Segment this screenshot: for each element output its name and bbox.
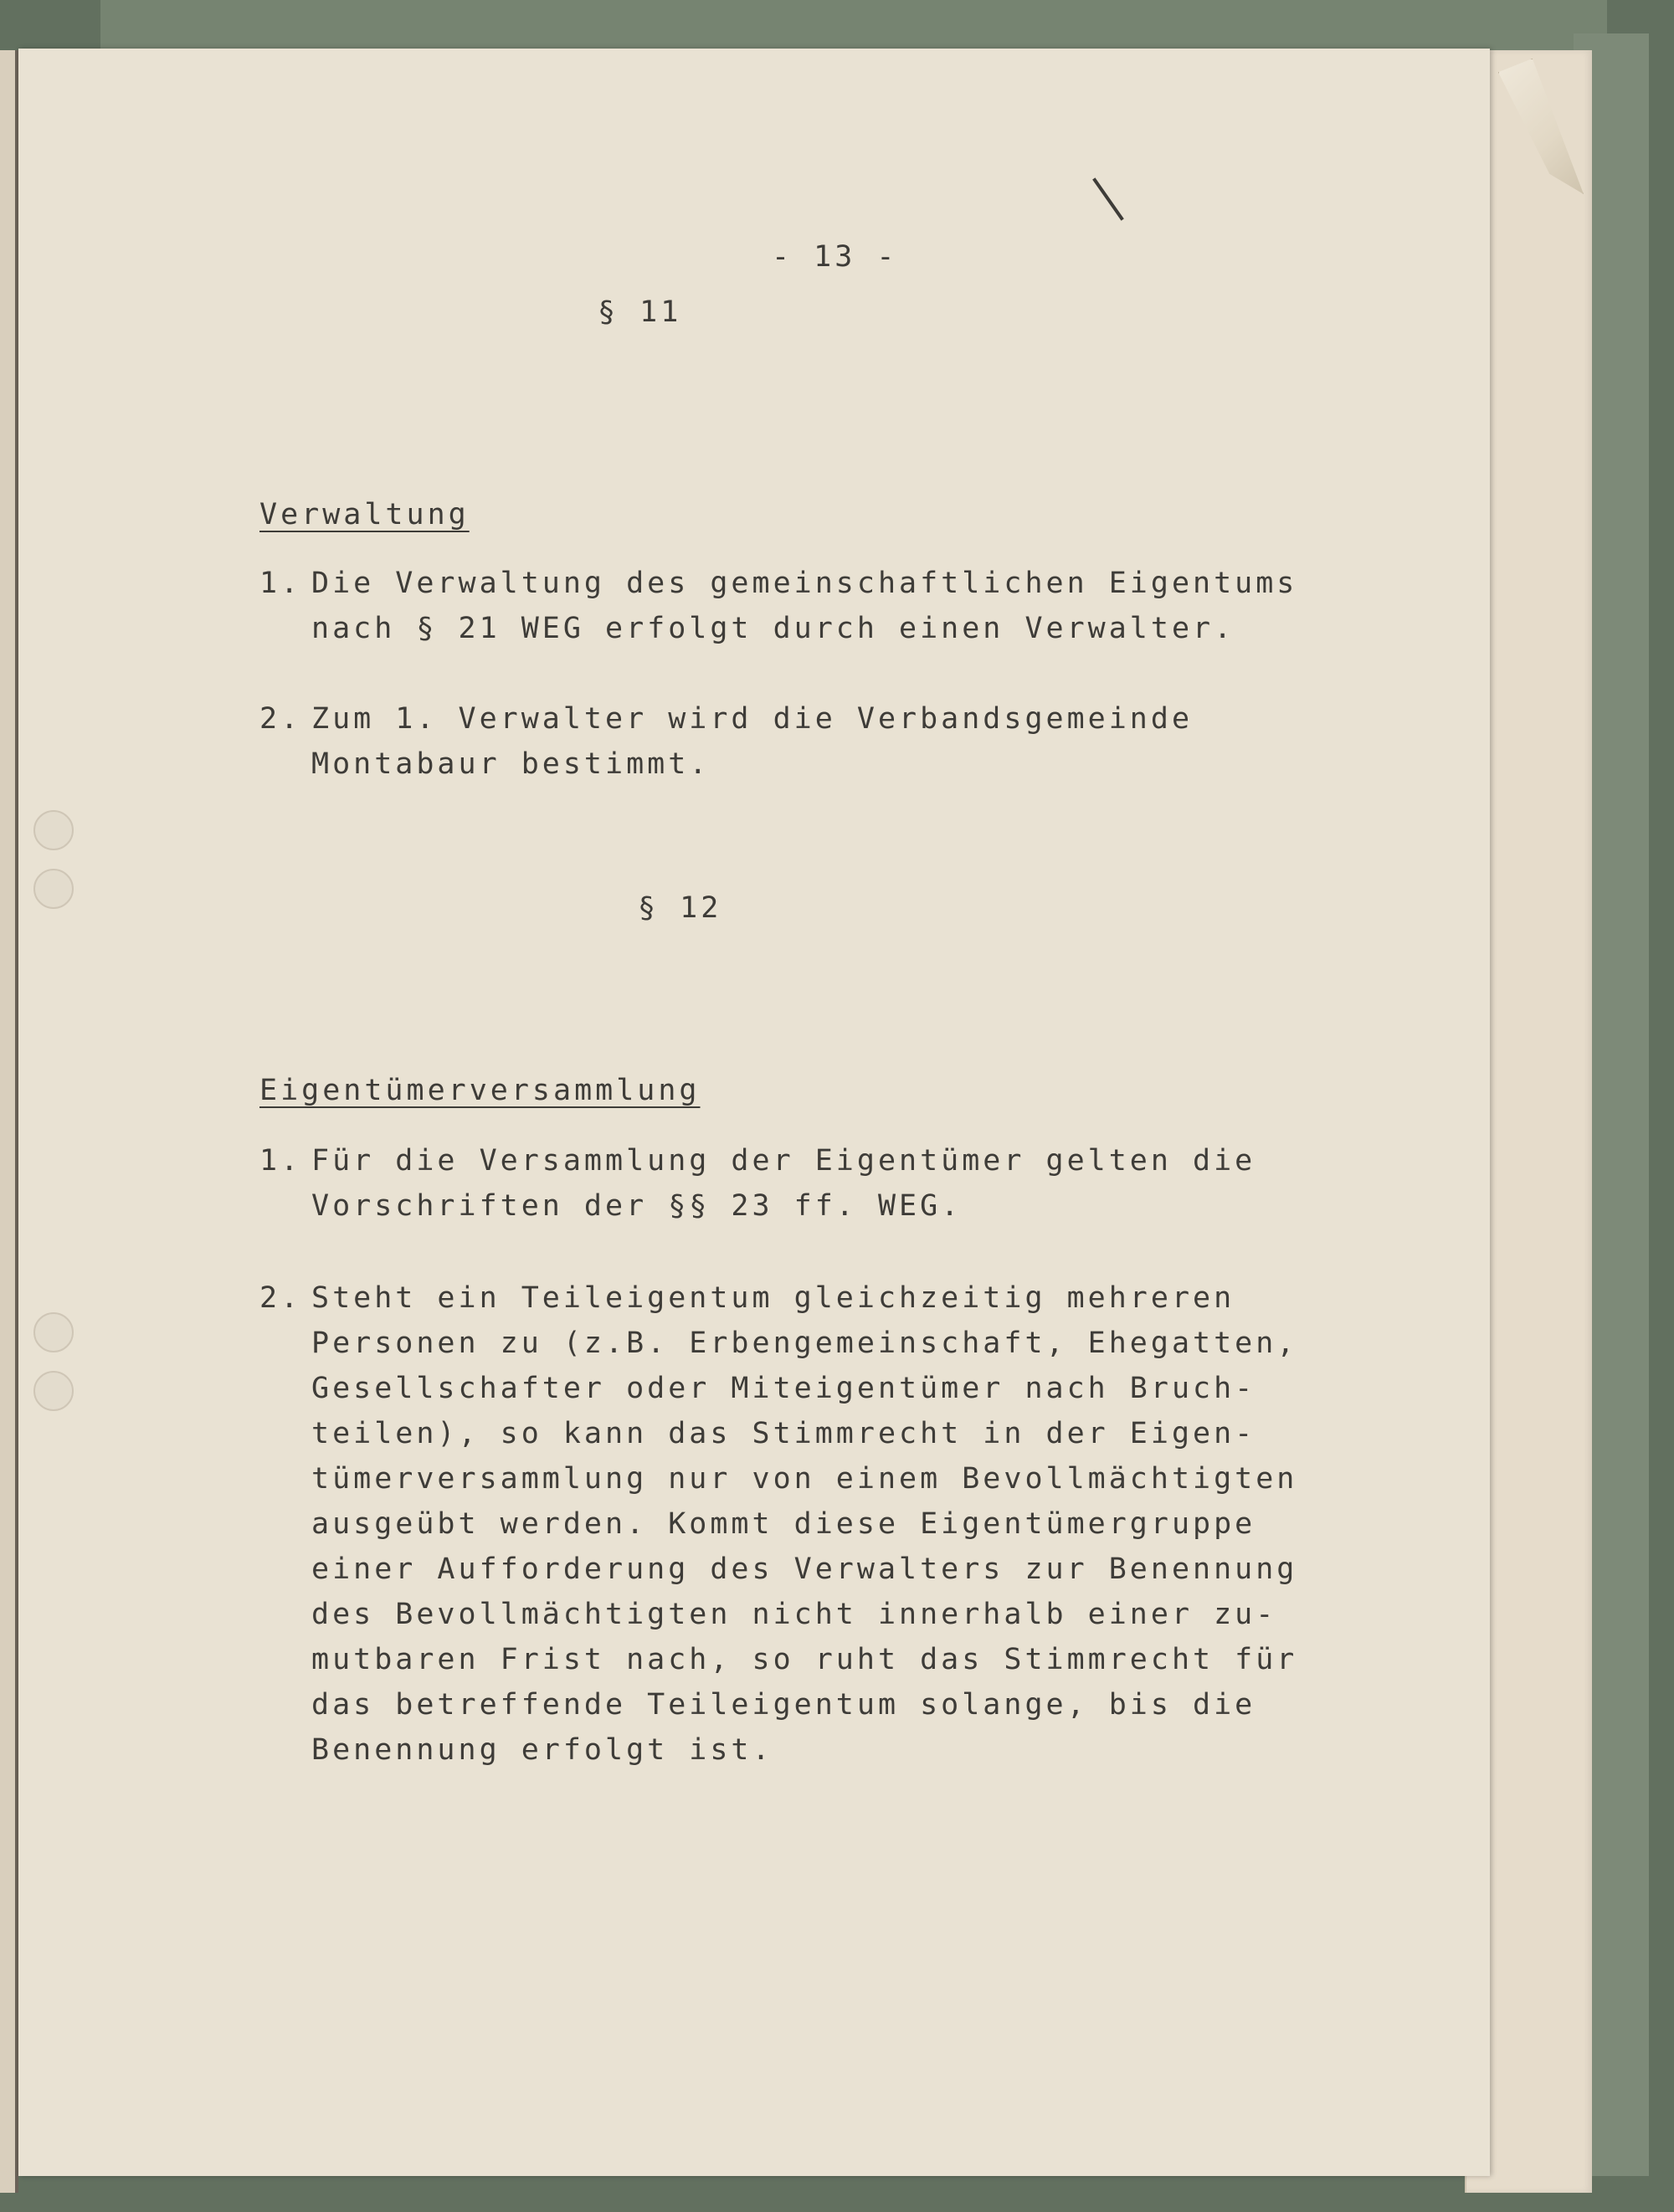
list-item-line: Für die Versammlung der Eigentümer gelten die: [311, 1144, 1256, 1178]
punch-hole-icon: [33, 1312, 74, 1352]
list-item-line: Vorschriften der §§ 23 ff. WEG.: [311, 1189, 963, 1223]
section-heading: Eigentümerversammlung: [259, 1074, 701, 1107]
list-item-line: tümerversammlung nur von einem Bevollmächtigten: [311, 1462, 1298, 1496]
pen-mark: [1092, 177, 1124, 220]
list-item-line: das betreffende Teileigentum solange, bis die: [311, 1688, 1256, 1722]
section-symbol: § 11: [598, 295, 682, 329]
list-item-number: 2.: [259, 702, 302, 736]
page-number: - 13 -: [772, 240, 898, 274]
section-symbol: § 12: [638, 891, 722, 925]
document-page: [18, 49, 1490, 2176]
list-item-line: Gesellschafter oder Miteigentümer nach Bruch-: [311, 1372, 1256, 1405]
list-item-number: 1.: [259, 1144, 302, 1178]
list-item-line: nach § 21 WEG erfolgt durch einen Verwalter.: [311, 612, 1235, 645]
list-item-line: Zum 1. Verwalter wird die Verbandsgemeinde: [311, 702, 1194, 736]
list-item-line: Montabaur bestimmt.: [311, 747, 711, 781]
list-item-line: Die Verwaltung des gemeinschaftlichen Eigentums: [311, 567, 1298, 600]
punch-hole-icon: [33, 869, 74, 909]
list-item-line: des Bevollmächtigten nicht innerhalb einer zu-: [311, 1598, 1277, 1631]
list-item-line: mutbaren Frist nach, so ruht das Stimmrecht für: [311, 1643, 1298, 1676]
section-heading: Verwaltung: [259, 498, 470, 531]
list-item-line: Personen zu (z.B. Erbengemeinschaft, Ehegatten,: [311, 1327, 1298, 1360]
list-item-line: teilen), so kann das Stimmrecht in der Eigen-: [311, 1417, 1256, 1450]
list-item-number: 1.: [259, 567, 302, 600]
punch-hole-icon: [33, 1371, 74, 1411]
punch-hole-icon: [33, 810, 74, 850]
list-item-line: Benennung erfolgt ist.: [311, 1733, 773, 1767]
list-item-line: einer Aufforderung des Verwalters zur Benennung: [311, 1553, 1298, 1586]
list-item-line: Steht ein Teileigentum gleichzeitig mehreren: [311, 1281, 1235, 1315]
list-item-number: 2.: [259, 1281, 302, 1315]
previous-page-edge: [0, 50, 18, 2193]
list-item-line: ausgeübt werden. Kommt diese Eigentümergruppe: [311, 1507, 1256, 1541]
